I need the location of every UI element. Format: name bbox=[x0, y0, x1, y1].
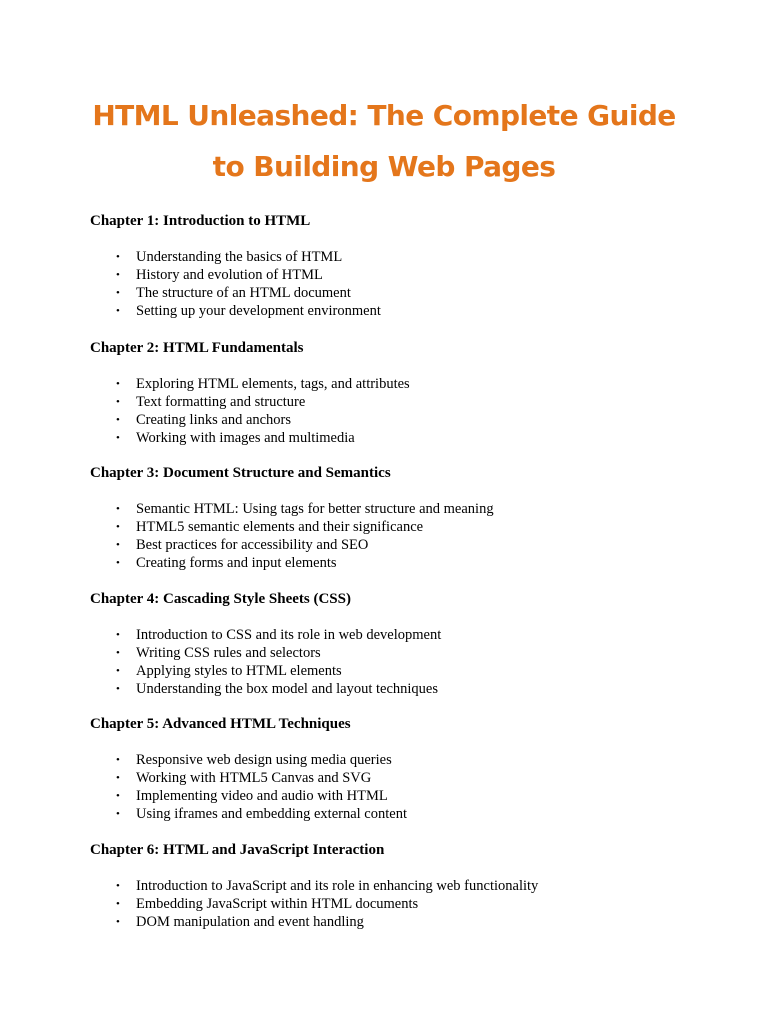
topic-text: Understanding the basics of HTML bbox=[136, 249, 343, 265]
chapter-2-topic-list bbox=[90, 375, 730, 447]
bullet-icon: • bbox=[116, 378, 120, 390]
chapter-3-heading: Chapter 3: Document Structure and Semantics bbox=[90, 465, 391, 481]
bullet-icon: • bbox=[116, 754, 120, 766]
chapter-4-topic-list bbox=[90, 626, 730, 698]
topic-text: Introduction to CSS and its role in web development bbox=[136, 627, 442, 643]
topic-text: Creating links and anchors bbox=[136, 412, 292, 428]
list-item bbox=[90, 429, 730, 447]
bullet-icon: • bbox=[116, 432, 120, 444]
chapter-6-section bbox=[90, 841, 730, 931]
topic-text: Embedding JavaScript within HTML documents bbox=[136, 896, 419, 912]
bullet-icon: • bbox=[116, 916, 120, 928]
list-item bbox=[90, 536, 730, 554]
bullet-icon: • bbox=[116, 287, 120, 299]
list-item bbox=[90, 554, 730, 572]
list-item bbox=[90, 518, 730, 536]
document-title-line-2: to Building Web Pages bbox=[212, 150, 556, 183]
topic-text: Implementing video and audio with HTML bbox=[136, 788, 388, 804]
list-item bbox=[90, 284, 730, 302]
chapter-3-topic-list bbox=[90, 500, 730, 572]
topic-text: Best practices for accessibility and SEO bbox=[136, 537, 369, 553]
chapter-1-heading: Chapter 1: Introduction to HTML bbox=[90, 213, 311, 229]
topic-text: Working with HTML5 Canvas and SVG bbox=[136, 770, 372, 786]
topic-text: Writing CSS rules and selectors bbox=[136, 645, 321, 661]
document-title-line-1: HTML Unleashed: The Complete Guide bbox=[92, 99, 676, 132]
bullet-icon: • bbox=[116, 629, 120, 641]
list-item bbox=[90, 393, 730, 411]
chapter-1-topic-list bbox=[90, 248, 730, 320]
list-item bbox=[90, 266, 730, 284]
bullet-icon: • bbox=[116, 269, 120, 281]
bullet-icon: • bbox=[116, 808, 120, 820]
chapter-5-heading: Chapter 5: Advanced HTML Techniques bbox=[90, 716, 351, 732]
list-item bbox=[90, 248, 730, 266]
topic-text: Applying styles to HTML elements bbox=[136, 663, 342, 679]
bullet-icon: • bbox=[116, 898, 120, 910]
topic-text: DOM manipulation and event handling bbox=[136, 914, 364, 930]
chapter-3-section bbox=[90, 464, 730, 572]
bullet-icon: • bbox=[116, 414, 120, 426]
list-item bbox=[90, 302, 730, 320]
list-item bbox=[90, 877, 730, 895]
chapter-1-section bbox=[90, 212, 730, 320]
topic-text: HTML5 semantic elements and their significance bbox=[136, 519, 424, 535]
bullet-icon: • bbox=[116, 557, 120, 569]
list-item bbox=[90, 769, 730, 787]
chapter-6-heading: Chapter 6: HTML and JavaScript Interaction bbox=[90, 842, 385, 858]
topic-text: Using iframes and embedding external content bbox=[136, 806, 407, 822]
topic-text: Semantic HTML: Using tags for better structure and meaning bbox=[136, 501, 494, 517]
list-item bbox=[90, 913, 730, 931]
list-item bbox=[90, 895, 730, 913]
bullet-icon: • bbox=[116, 396, 120, 408]
topic-text: Working with images and multimedia bbox=[136, 430, 355, 446]
chapter-2-heading: Chapter 2: HTML Fundamentals bbox=[90, 340, 304, 356]
bullet-icon: • bbox=[116, 880, 120, 892]
chapter-5-topic-list bbox=[90, 751, 730, 823]
topic-text: History and evolution of HTML bbox=[136, 267, 323, 283]
topic-text: Setting up your development environment bbox=[136, 303, 381, 319]
topic-text: Introduction to JavaScript and its role in enhancing web functionality bbox=[136, 878, 539, 894]
list-item bbox=[90, 680, 730, 698]
list-item bbox=[90, 644, 730, 662]
bullet-icon: • bbox=[116, 251, 120, 263]
topic-text: Understanding the box model and layout techniques bbox=[136, 681, 439, 697]
list-item bbox=[90, 500, 730, 518]
list-item bbox=[90, 626, 730, 644]
topic-text: Text formatting and structure bbox=[136, 394, 306, 410]
bullet-icon: • bbox=[116, 772, 120, 784]
bullet-icon: • bbox=[116, 539, 120, 551]
list-item bbox=[90, 375, 730, 393]
bullet-icon: • bbox=[116, 305, 120, 317]
topic-text: Exploring HTML elements, tags, and attributes bbox=[136, 376, 410, 392]
bullet-icon: • bbox=[116, 503, 120, 515]
chapter-5-section bbox=[90, 715, 730, 823]
list-item bbox=[90, 751, 730, 769]
topic-text: Creating forms and input elements bbox=[136, 555, 337, 571]
chapter-2-section bbox=[90, 339, 730, 447]
bullet-icon: • bbox=[116, 790, 120, 802]
chapter-6-topic-list bbox=[90, 877, 730, 931]
list-item bbox=[90, 662, 730, 680]
bullet-icon: • bbox=[116, 665, 120, 677]
topic-text: The structure of an HTML document bbox=[136, 285, 351, 301]
bullet-icon: • bbox=[116, 647, 120, 659]
list-item bbox=[90, 787, 730, 805]
chapter-4-section bbox=[90, 590, 730, 698]
bullet-icon: • bbox=[116, 683, 120, 695]
bullet-icon: • bbox=[116, 521, 120, 533]
list-item bbox=[90, 805, 730, 823]
topic-text: Responsive web design using media queries bbox=[136, 752, 392, 768]
chapter-4-heading: Chapter 4: Cascading Style Sheets (CSS) bbox=[90, 591, 351, 607]
list-item bbox=[90, 411, 730, 429]
